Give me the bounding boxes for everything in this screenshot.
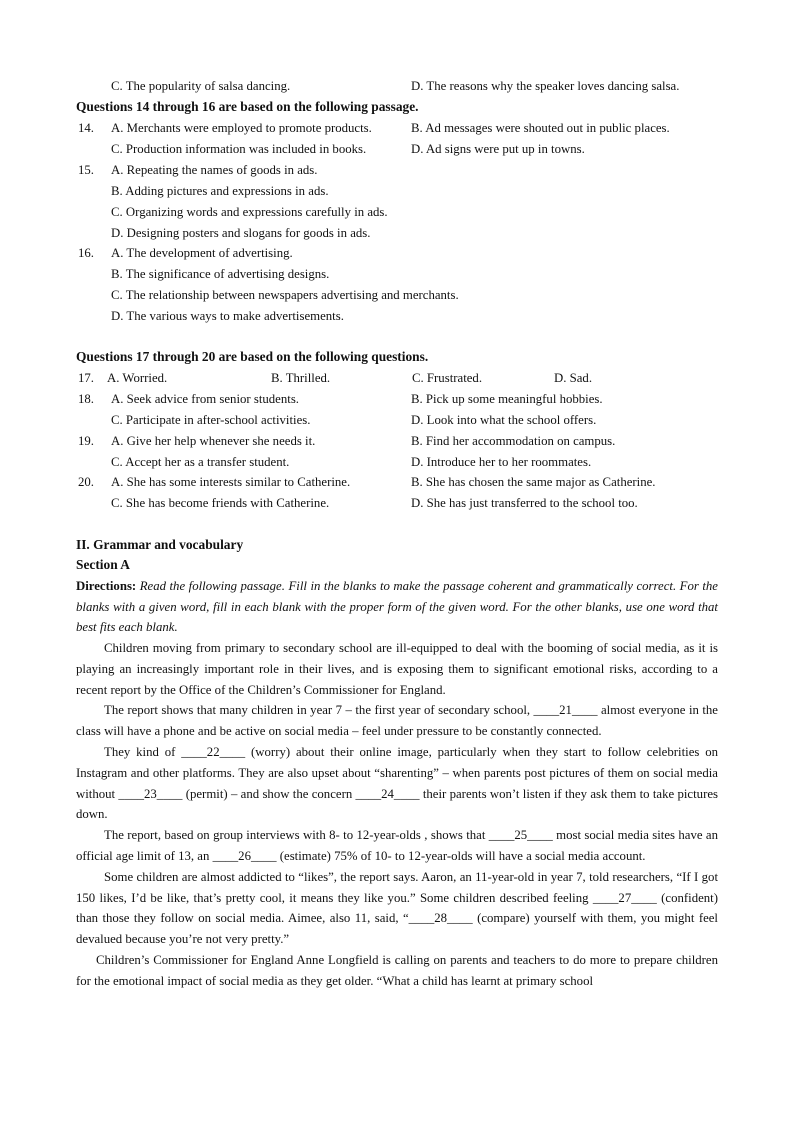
option-c: C. Organizing words and expressions carefully in ads. xyxy=(111,205,388,219)
question-number: 16. xyxy=(78,246,94,260)
question-number: 20. xyxy=(78,475,94,489)
section-title: II. Grammar and vocabulary xyxy=(76,537,244,552)
option-b: B. Ad messages were shouted out in public places. xyxy=(411,121,670,135)
option-b: B. The significance of advertising designs. xyxy=(111,267,330,281)
question-number: 17. xyxy=(78,371,94,385)
option-d: D. Sad. xyxy=(554,371,593,385)
option-c: C. Production information was included in books. xyxy=(111,142,367,156)
option-c: C. The popularity of salsa dancing. xyxy=(111,79,291,93)
passage-paragraph: The report shows that many children in year 7 – the first year of secondary school, ____21____ almost everyone in the class will have a phone and be active on social media – feel under pressure to be constantly connected. xyxy=(76,703,718,739)
option-a: A. Repeating the names of goods in ads. xyxy=(111,163,318,177)
option-d: D. Introduce her to her roommates. xyxy=(411,455,592,469)
passage xyxy=(76,638,718,992)
option-d: D. Ad signs were put up in towns. xyxy=(411,142,585,156)
option-d: D. She has just transferred to the school too. xyxy=(411,496,638,510)
passage-paragraph: Children moving from primary to secondary school are ill-equipped to deal with the booming of social media, as it is playing an increasingly important role in their lives, and is exposing them to significant emotional risks, according to a recent report by the Office of the Children’s Commissioner for England. xyxy=(76,641,718,697)
directions-label: Directions: xyxy=(76,579,137,593)
question-number: 19. xyxy=(78,434,94,448)
section-heading-q17-20: Questions 17 through 20 are based on the following questions. xyxy=(76,349,429,364)
option-c: C. The relationship between newspapers advertising and merchants. xyxy=(111,288,459,302)
directions-text: Read the following passage. Fill in the blanks to make the passage coherent and grammatically correct. For the blanks with a given word, fill in each blank with the proper form of the given word. For the other blanks, use one word that best fits each blank. xyxy=(76,579,718,634)
option-a: A. Give her help whenever she needs it. xyxy=(111,434,316,448)
option-c: C. Participate in after-school activities. xyxy=(111,413,311,427)
question-number: 18. xyxy=(78,392,94,406)
option-d: D. Look into what the school offers. xyxy=(411,413,597,427)
subsection-title: Section A xyxy=(76,557,130,572)
question-number: 15. xyxy=(78,163,94,177)
option-c: C. Frustrated. xyxy=(412,371,483,385)
option-a: A. She has some interests similar to Catherine. xyxy=(111,475,351,489)
option-b: B. Pick up some meaningful hobbies. xyxy=(411,392,603,406)
option-a: A. Worried. xyxy=(107,371,168,385)
passage-paragraph: The report, based on group interviews with 8- to 12-year-olds , shows that ____25____ most social media sites have an official age limit of 13, an ____26____ (estimate) 75% of 10- to 12-year-olds will have a social media account. xyxy=(76,828,718,863)
option-b: B. Find her accommodation on campus. xyxy=(411,434,616,448)
section-heading-q14-16: Questions 14 through 16 are based on the following passage. xyxy=(76,99,419,114)
option-b: B. Thrilled. xyxy=(271,371,331,385)
option-c: C. She has become friends with Catherine. xyxy=(111,496,330,510)
passage-paragraph: Children’s Commissioner for England Anne Longfield is calling on parents and teachers to do more to prepare children for the emotional impact of social media as they get older. “What a child has learnt at primary school xyxy=(76,952,718,988)
passage-paragraph: Some children are almost addicted to “likes”, the report says. Aaron, an 11-year-old in year 7, told researchers, “If I got 150 likes, I’d be like, that’s pretty cool, it means they like you.” Some children described feeling ____27____ (confident) than those they follow on social media. Aimee, also 11, said, “____28____ (compare) yourself with them, you might feel devalued because you’re not very pretty.” xyxy=(76,869,718,947)
option-b: B. She has chosen the same major as Catherine. xyxy=(411,475,656,489)
passage-paragraph: They kind of ____22____ (worry) about their online image, particularly when they start to follow celebrities on Instagram and other platforms. They are also upset about “sharenting” – when parents post pictures of them on social media without ____23____ (permit) – and show the concern ____24____ their parents won’t listen if they ask them to take pictures down. xyxy=(76,744,718,822)
option-b: B. Adding pictures and expressions in ads. xyxy=(111,184,329,198)
directions xyxy=(76,576,718,638)
question-number: 14. xyxy=(78,121,94,135)
option-c: C. Accept her as a transfer student. xyxy=(111,455,290,469)
option-a: A. Seek advice from senior students. xyxy=(111,392,299,406)
option-a: A. Merchants were employed to promote products. xyxy=(111,121,372,135)
option-a: A. The development of advertising. xyxy=(111,246,293,260)
option-d: D. Designing posters and slogans for goods in ads. xyxy=(111,226,371,240)
option-d: D. The various ways to make advertisements. xyxy=(111,309,344,323)
option-d: D. The reasons why the speaker loves dancing salsa. xyxy=(411,79,680,93)
